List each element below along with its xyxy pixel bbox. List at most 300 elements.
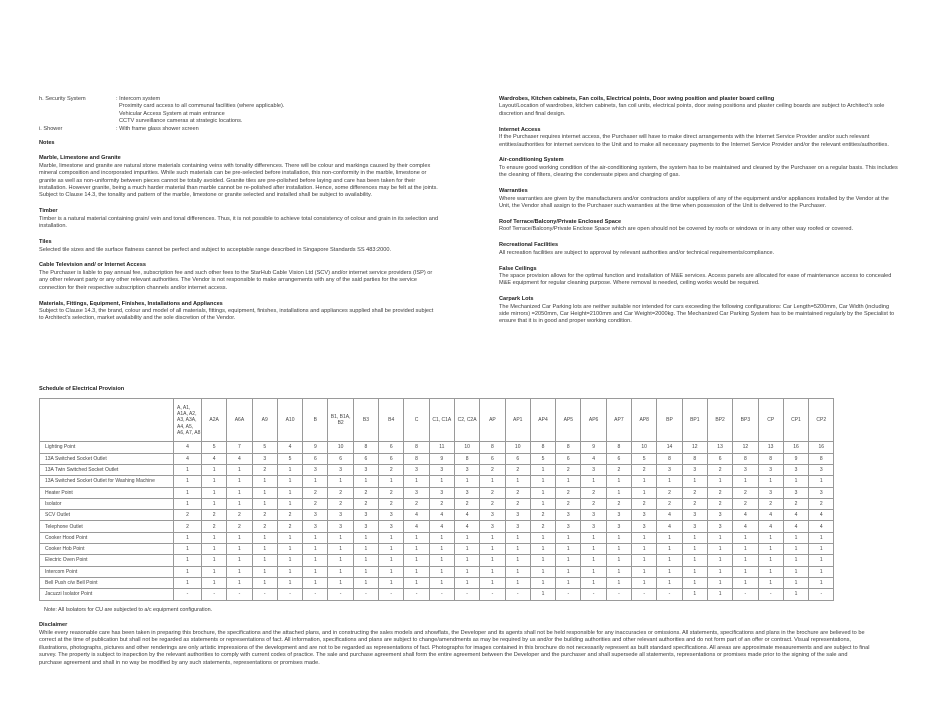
table-cell: -: [429, 589, 454, 600]
table-cell: 8: [404, 442, 429, 453]
right-sections: [499, 96, 899, 326]
table-cell: 1: [379, 476, 404, 487]
table-cell: 1: [758, 577, 783, 588]
right-column: [499, 96, 899, 334]
table-cell: 4: [429, 510, 454, 521]
table-cell: 1: [505, 555, 530, 566]
column-header: AP7: [606, 399, 631, 442]
table-cell: 1: [733, 544, 758, 555]
table-cell: 2: [606, 498, 631, 509]
table-cell: 1: [328, 544, 353, 555]
table-cell: 4: [227, 453, 252, 464]
table-cell: 1: [707, 532, 732, 543]
table-cell: 1: [252, 566, 277, 577]
disclaimer-body: While every reasonable care has been taken in preparing this brochure, the specifications and the attached plans, and in constructing the sales models and showflats, the Developer and its agents shall not be held responsible for any inaccuracies or omissions. All statements, specifications and plans in the brochure are believed to be correct at the time of publication but shall not be regarded as statements or representations of fact. All information, specifications and plans are subject to change/amendments as may be required by us and/or the building authorities and other relevant authorities and do not form part of an offer or contract. Visual representations, illustrations, photographs, pictures and other renderings are only artistic impressions of the development and are not to be regarded as representations of fact. Photographs for images contained in this brochure do not necessarily represent as built standard specifications. All areas are approximate measurements and are subject to final survey. The property is subject to inspection by the relevant authorities to comply with current codes of practice. The sale and purchase agreement shall form the entire agreement between the Developer and the purchaser and shall supersede all statements, representations or promises made prior to the signing of the sale and purchase agreement and shall in no way be modified by any such statements, representations or promises made.: [39, 629, 870, 666]
table-cell: 1: [682, 544, 707, 555]
table-cell: 1: [480, 544, 505, 555]
table-cell: 4: [174, 442, 202, 453]
table-cell: 2: [809, 498, 834, 509]
table-cell: 3: [733, 465, 758, 476]
spec-security-system: [39, 96, 439, 126]
table-row: [40, 498, 834, 509]
table-cell: 8: [480, 442, 505, 453]
table-cell: 2: [480, 498, 505, 509]
table-cell: 1: [632, 544, 657, 555]
table-cell: 1: [783, 544, 808, 555]
table-cell: 3: [303, 465, 328, 476]
table-cell: 2: [758, 498, 783, 509]
table-cell: 10: [454, 442, 479, 453]
table-cell: 6: [303, 453, 328, 464]
table-cell: 8: [556, 442, 581, 453]
note-section: [499, 157, 899, 179]
table-cell: 1: [252, 487, 277, 498]
table-cell: 1: [733, 555, 758, 566]
table-cell: 9: [429, 453, 454, 464]
table-cell: 3: [682, 465, 707, 476]
disclaimer: [39, 622, 871, 668]
table-cell: 3: [581, 521, 606, 532]
section-heading: Materials, Fittings, Equipment, Finishes, Installations and Appliances: [39, 300, 223, 307]
table-cell: 1: [556, 476, 581, 487]
table-cell: 3: [353, 521, 378, 532]
table-cell: 3: [379, 521, 404, 532]
row-label: Jacuzzi Isolator Point: [40, 589, 174, 600]
column-header: CP: [758, 399, 783, 442]
table-cell: 3: [505, 510, 530, 521]
table-cell: 1: [303, 544, 328, 555]
table-cell: 1: [303, 555, 328, 566]
section-heading: Cable Television and/ or Internet Access: [39, 262, 146, 269]
spec-label: h. Security System: [39, 96, 86, 102]
column-header: C2, C2A: [454, 399, 479, 442]
table-cell: 1: [303, 476, 328, 487]
table-cell: 1: [606, 566, 631, 577]
table-cell: 8: [353, 442, 378, 453]
table-cell: 1: [353, 555, 378, 566]
table-cell: 2: [505, 498, 530, 509]
section-body: Marble, limestone and granite are natural stone materials containing veins with tonality differences. There will be colour and markings caused by their complex mineral composition and incorporated impurities. While such materials can be pre-selected before installation, this non-conformity in the marble, limestone or granite as well as non-uniformity between pieces cannot be totally avoided. Granite tiles are pre-polished before laying and care has been taken for their installation. However granite, being a much harder material than marble cannot be re-polished after installation. Hence, some differences may be felt at the joints. Subject to Clause 14.3, the tonality and pattern of the marble, limestone or granite selected and installed shall be subject to availability.: [39, 162, 438, 199]
table-cell: 1: [809, 555, 834, 566]
table-cell: 14: [657, 442, 682, 453]
table-cell: -: [505, 589, 530, 600]
table-cell: 6: [707, 453, 732, 464]
table-cell: 1: [328, 566, 353, 577]
table-cell: 3: [581, 465, 606, 476]
table-cell: 6: [480, 453, 505, 464]
header-item-blank: [40, 399, 174, 442]
table-cell: 1: [202, 476, 227, 487]
table-cell: 4: [733, 510, 758, 521]
table-cell: 1: [632, 577, 657, 588]
table-cell: 3: [606, 510, 631, 521]
spec-shower: [39, 126, 439, 133]
table-cell: 2: [252, 521, 277, 532]
table-cell: 1: [530, 566, 555, 577]
table-cell: 5: [202, 442, 227, 453]
column-header: B4: [379, 399, 404, 442]
table-cell: 1: [758, 544, 783, 555]
column-header: C: [404, 399, 429, 442]
table-cell: 3: [429, 465, 454, 476]
table-cell: 1: [581, 577, 606, 588]
table-cell: 1: [277, 555, 302, 566]
table-cell: 4: [404, 521, 429, 532]
table-cell: -: [404, 589, 429, 600]
table-cell: 10: [328, 442, 353, 453]
table-cell: 1: [353, 544, 378, 555]
section-heading: Roof Terrace/Balcony/Private Enclosed Space: [499, 218, 622, 225]
table-cell: 1: [657, 544, 682, 555]
table-cell: 1: [809, 476, 834, 487]
table-cell: 1: [632, 532, 657, 543]
table-cell: 2: [632, 498, 657, 509]
table-cell: 3: [707, 521, 732, 532]
table-cell: 1: [252, 555, 277, 566]
table-cell: 2: [277, 510, 302, 521]
table-cell: 7: [227, 442, 252, 453]
table-cell: 2: [454, 498, 479, 509]
table-cell: 2: [480, 465, 505, 476]
table-cell: 1: [328, 555, 353, 566]
row-label: Heater Point: [40, 487, 174, 498]
table-cell: 3: [328, 510, 353, 521]
table-cell: 1: [454, 577, 479, 588]
table-cell: 1: [202, 555, 227, 566]
table-cell: 3: [328, 521, 353, 532]
column-header: A9: [252, 399, 277, 442]
table-cell: 2: [202, 521, 227, 532]
column-header: BP3: [733, 399, 758, 442]
table-cell: 1: [202, 532, 227, 543]
row-label: SCV Outlet: [40, 510, 174, 521]
table-cell: 2: [480, 487, 505, 498]
note-section: [499, 219, 899, 234]
table-cell: 1: [174, 476, 202, 487]
table-row: [40, 544, 834, 555]
table-cell: 1: [454, 532, 479, 543]
table-cell: 1: [809, 532, 834, 543]
table-cell: 1: [353, 532, 378, 543]
table-cell: -: [480, 589, 505, 600]
table-cell: 1: [505, 566, 530, 577]
table-cell: 2: [202, 510, 227, 521]
table-cell: 2: [556, 498, 581, 509]
table-cell: 2: [303, 498, 328, 509]
note-section: [39, 262, 439, 292]
table-cell: 1: [606, 555, 631, 566]
table-cell: 1: [174, 487, 202, 498]
table-cell: 2: [581, 487, 606, 498]
table-cell: 3: [809, 487, 834, 498]
table-cell: 1: [174, 566, 202, 577]
table-cell: 3: [480, 510, 505, 521]
table-cell: 2: [505, 465, 530, 476]
table-cell: 1: [783, 532, 808, 543]
row-label: Cooker Hood Point: [40, 532, 174, 543]
table-cell: 1: [733, 532, 758, 543]
table-cell: 8: [454, 453, 479, 464]
table-cell: 2: [783, 498, 808, 509]
table-cell: 1: [606, 577, 631, 588]
table-cell: 4: [277, 442, 302, 453]
table-cell: 1: [277, 566, 302, 577]
spec-value: Vehicular Access System at main entrance: [119, 110, 225, 117]
table-cell: 2: [379, 487, 404, 498]
table-cell: -: [202, 589, 227, 600]
table-cell: 2: [707, 498, 732, 509]
table-cell: 3: [606, 521, 631, 532]
table-cell: 1: [429, 476, 454, 487]
table-cell: 5: [277, 453, 302, 464]
table-cell: 2: [682, 487, 707, 498]
table-cell: 1: [556, 532, 581, 543]
table-cell: 1: [277, 577, 302, 588]
table-row: [40, 465, 834, 476]
table-cell: 4: [657, 521, 682, 532]
table-cell: -: [809, 589, 834, 600]
spec-value: : Intercom system: [116, 96, 161, 102]
table-cell: 1: [252, 544, 277, 555]
table-cell: 2: [657, 487, 682, 498]
table-cell: 5: [530, 453, 555, 464]
table-cell: 1: [657, 555, 682, 566]
table-row: [40, 442, 834, 453]
table-cell: 3: [783, 465, 808, 476]
table-cell: 1: [606, 544, 631, 555]
section-heading: Timber: [39, 208, 58, 215]
section-body: The Purchaser is liable to pay annual fee, subscription fee and such other fees to the StarHub Cable Vision Ltd (SCV) and/or internet service providers (ISP) or any other relevant party or any other relevant authorities. The Vendor is not responsible to make arrangements with any of the said parties for the service connection for their respective subscription channels and/or internet access.: [39, 269, 433, 291]
electrical-schedule: [39, 386, 834, 601]
table-cell: 1: [379, 544, 404, 555]
table-cell: 1: [227, 566, 252, 577]
section-heading: False Ceilings: [499, 265, 537, 272]
table-cell: 1: [174, 577, 202, 588]
row-label: 13A Switched Socket Outlet: [40, 453, 174, 464]
table-cell: 2: [556, 487, 581, 498]
spec-value: CCTV surveillance cameras at strategic locations.: [119, 118, 243, 125]
table-cell: 1: [783, 566, 808, 577]
section-heading: Internet Access: [499, 126, 541, 133]
schedule-table: [39, 398, 834, 600]
table-cell: 2: [277, 521, 302, 532]
table-cell: 1: [505, 532, 530, 543]
schedule-title: Schedule of Electrical Provision: [39, 386, 125, 392]
table-cell: 1: [480, 476, 505, 487]
section-body: Roof Terrace/Balcony/Private Enclose Space which are open should not be covered by roofs or windows or in any other way roofed or covered.: [499, 226, 854, 233]
column-header: A2A: [202, 399, 227, 442]
table-cell: 1: [682, 589, 707, 600]
table-cell: 3: [632, 510, 657, 521]
table-cell: -: [758, 589, 783, 600]
table-cell: 2: [606, 465, 631, 476]
table-cell: -: [556, 589, 581, 600]
table-cell: 1: [227, 577, 252, 588]
table-cell: 2: [707, 487, 732, 498]
table-cell: 1: [174, 465, 202, 476]
table-cell: 8: [530, 442, 555, 453]
section-heading: Warranties: [499, 188, 528, 195]
table-cell: 3: [454, 465, 479, 476]
table-cell: 1: [174, 544, 202, 555]
table-cell: 1: [227, 465, 252, 476]
table-cell: 13: [758, 442, 783, 453]
table-cell: 1: [581, 544, 606, 555]
table-cell: 4: [783, 521, 808, 532]
table-cell: 1: [252, 532, 277, 543]
table-cell: 1: [556, 577, 581, 588]
table-cell: 1: [277, 487, 302, 498]
table-cell: 8: [758, 453, 783, 464]
table-cell: 1: [758, 566, 783, 577]
table-cell: 1: [480, 566, 505, 577]
table-cell: 1: [682, 566, 707, 577]
table-cell: 1: [556, 555, 581, 566]
table-cell: 10: [632, 442, 657, 453]
table-cell: 1: [758, 555, 783, 566]
table-cell: 1: [277, 532, 302, 543]
table-cell: 1: [252, 476, 277, 487]
table-cell: -: [174, 589, 202, 600]
table-cell: -: [252, 589, 277, 600]
table-cell: 1: [682, 555, 707, 566]
table-cell: 1: [556, 544, 581, 555]
table-cell: 2: [556, 465, 581, 476]
table-cell: 1: [783, 589, 808, 600]
table-cell: 1: [505, 577, 530, 588]
table-body: [40, 442, 834, 600]
table-cell: 1: [530, 465, 555, 476]
table-cell: 1: [174, 555, 202, 566]
table-header-row: [40, 399, 834, 442]
table-cell: 1: [581, 532, 606, 543]
table-cell: -: [657, 589, 682, 600]
table-cell: 1: [530, 544, 555, 555]
table-cell: 1: [632, 555, 657, 566]
row-label: 13A Switched Socket Outlet for Washing Machine: [40, 476, 174, 487]
table-cell: 1: [202, 465, 227, 476]
table-cell: 4: [758, 510, 783, 521]
column-header: B1, B1A, B2: [328, 399, 353, 442]
table-cell: 8: [809, 453, 834, 464]
table-cell: 6: [379, 442, 404, 453]
table-cell: 4: [581, 453, 606, 464]
table-cell: 5: [632, 453, 657, 464]
section-body: Subject to Clause 14.3, the brand, colour and model of all materials, fittings, equipment, finishes, installations and appliances supplied shall be provided subject to Architect's selection, market availability and the sole discretion of the Vendor.: [39, 307, 434, 322]
section-heading: Wardrobes, Kitchen cabinets, Fan coils, Electrical points, Door swing position and plaster board ceiling: [499, 96, 775, 102]
table-cell: 12: [733, 442, 758, 453]
column-header: BP2: [707, 399, 732, 442]
section-body: If the Purchaser requires internet access, the Purchaser will have to make direct arrangements with the Internet Service Provider and/or such relevant entities/authorities for internet services to the Unit and to make all necessary payments to the Internet Service Provider and/or the relevant entities/authorities.: [499, 134, 889, 148]
table-cell: 6: [606, 453, 631, 464]
table-cell: 1: [707, 476, 732, 487]
table-cell: 16: [809, 442, 834, 453]
table-cell: 1: [202, 487, 227, 498]
table-cell: 2: [174, 510, 202, 521]
table-cell: 1: [758, 532, 783, 543]
table-cell: 1: [379, 555, 404, 566]
table-cell: -: [606, 589, 631, 600]
table-row: [40, 521, 834, 532]
table-cell: 1: [303, 577, 328, 588]
table-cell: 1: [379, 532, 404, 543]
table-cell: 2: [632, 465, 657, 476]
column-header: B: [303, 399, 328, 442]
table-cell: 2: [657, 498, 682, 509]
table-cell: 3: [303, 521, 328, 532]
table-cell: 2: [379, 465, 404, 476]
table-cell: 2: [252, 510, 277, 521]
column-header: AP: [480, 399, 505, 442]
table-cell: 1: [277, 544, 302, 555]
table-cell: 1: [733, 577, 758, 588]
table-cell: 4: [202, 453, 227, 464]
table-cell: 8: [682, 453, 707, 464]
column-header: CP2: [809, 399, 834, 442]
table-cell: 2: [353, 498, 378, 509]
table-cell: 1: [328, 577, 353, 588]
table-cell: 13: [707, 442, 732, 453]
row-label: Intercom Point: [40, 566, 174, 577]
table-cell: 3: [353, 510, 378, 521]
note-section: [499, 296, 899, 326]
table-cell: 3: [632, 521, 657, 532]
column-header: C1, C1A: [429, 399, 454, 442]
table-cell: -: [632, 589, 657, 600]
table-cell: 1: [277, 498, 302, 509]
row-label: 13A Twin Switched Socket Outlet: [40, 465, 174, 476]
column-header: AP4: [530, 399, 555, 442]
section-heading: Recreational Facilities: [499, 242, 559, 249]
table-cell: 9: [303, 442, 328, 453]
table-cell: 1: [707, 589, 732, 600]
table-cell: 1: [707, 566, 732, 577]
table-cell: 1: [404, 532, 429, 543]
table-cell: 1: [480, 555, 505, 566]
table-cell: 1: [227, 544, 252, 555]
table-cell: 4: [404, 510, 429, 521]
note-section: [499, 242, 899, 257]
table-cell: 1: [530, 487, 555, 498]
table-cell: 1: [252, 498, 277, 509]
table-cell: 2: [353, 487, 378, 498]
table-cell: -: [227, 589, 252, 600]
table-cell: 10: [505, 442, 530, 453]
table-cell: 1: [174, 532, 202, 543]
table-cell: 3: [353, 465, 378, 476]
table-cell: 1: [657, 566, 682, 577]
column-header: A, A1, A1A, A2, A3, A3A, A4, A5, A6, A7, A8: [174, 399, 202, 442]
table-cell: 9: [581, 442, 606, 453]
table-cell: 1: [328, 532, 353, 543]
table-cell: 1: [657, 532, 682, 543]
column-header: AP8: [632, 399, 657, 442]
table-cell: 1: [202, 544, 227, 555]
table-cell: 3: [379, 510, 404, 521]
section-heading: Tiles: [39, 239, 52, 246]
table-cell: 4: [809, 521, 834, 532]
table-cell: 3: [429, 487, 454, 498]
table-cell: 1: [530, 589, 555, 600]
table-cell: 8: [606, 442, 631, 453]
column-header: A6A: [227, 399, 252, 442]
table-cell: 1: [783, 577, 808, 588]
table-cell: 2: [505, 487, 530, 498]
table-cell: 2: [227, 521, 252, 532]
table-cell: -: [328, 589, 353, 600]
table-cell: 1: [404, 566, 429, 577]
section-heading: Carpark Lots: [499, 296, 534, 303]
